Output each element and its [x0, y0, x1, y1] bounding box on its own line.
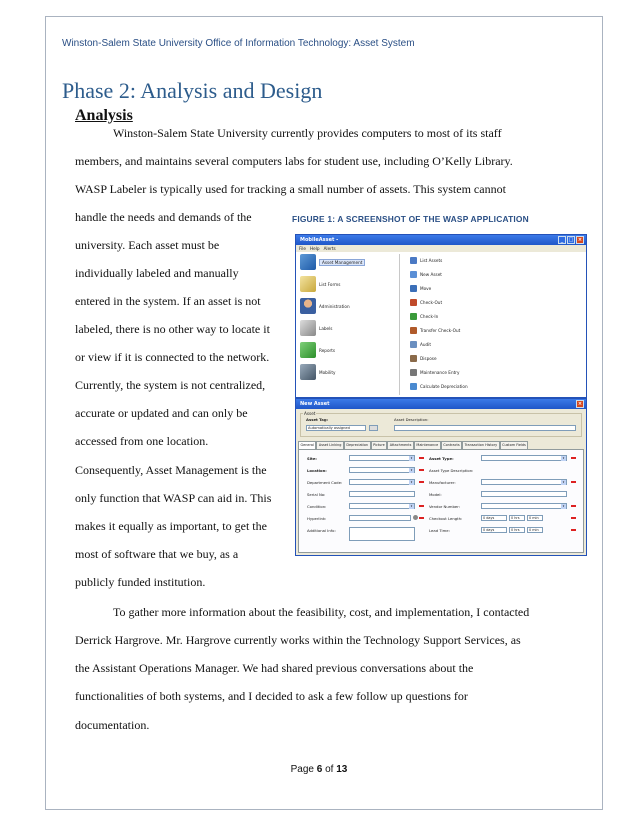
wrench-icon	[410, 369, 417, 376]
action-transfer-check-out[interactable]: Transfer Check-Out	[410, 327, 460, 334]
site-dropdown[interactable]	[349, 455, 415, 461]
nav-asset-management[interactable]: Asset Management	[300, 254, 365, 270]
checkout-length-label: Checkout Length:	[429, 516, 463, 521]
asset-description-field[interactable]	[394, 425, 576, 431]
dialog-title: New Asset	[300, 401, 330, 407]
department-code-dropdown[interactable]	[349, 479, 415, 485]
condition-label: Condition:	[307, 504, 327, 509]
nav-reports[interactable]: Reports	[300, 342, 335, 358]
site-label: Site:	[307, 456, 317, 461]
required-marker-icon	[571, 505, 576, 507]
body-line: publicly funded institution.	[75, 575, 206, 589]
menu-bar	[296, 245, 586, 252]
tab-general[interactable]: General	[298, 441, 316, 449]
asset-tag-button[interactable]	[369, 425, 378, 431]
dialog-titlebar	[296, 399, 586, 409]
close-icon[interactable]: ×	[577, 401, 583, 407]
body-line: accurate or updated and can only be	[75, 406, 248, 420]
action-move[interactable]: Move	[410, 285, 431, 292]
body-line: Consequently, Asset Management is the	[75, 463, 267, 477]
body-line: makes it equally as important, to get the	[75, 519, 267, 533]
mobileasset-window	[295, 234, 587, 398]
lead-min-field[interactable]: 0 min	[527, 527, 543, 533]
globe-icon[interactable]	[413, 515, 418, 520]
required-marker-icon	[419, 469, 424, 471]
chevron-down-icon: ▾	[410, 468, 413, 472]
tab-picture[interactable]: Picture	[371, 441, 388, 449]
action-check-out[interactable]: Check-Out	[410, 299, 442, 306]
action-check-in[interactable]: Check-In	[410, 313, 438, 320]
required-marker-icon	[571, 529, 576, 531]
action-maintenance-entry[interactable]: Maintenance Entry	[410, 369, 459, 376]
tab-maintenance[interactable]: Maintenance	[414, 441, 441, 449]
required-marker-icon	[571, 481, 576, 483]
nav-administration[interactable]: Administration	[300, 298, 350, 314]
serial-no-field[interactable]	[349, 491, 415, 497]
model-label: Model:	[429, 492, 442, 497]
model-field[interactable]	[481, 491, 567, 497]
lead-hrs-field[interactable]: 0 hrs	[509, 527, 525, 533]
lead-days-field[interactable]: 0 days	[481, 527, 507, 533]
tab-attachments[interactable]: Attachments	[387, 441, 414, 449]
asset-management-icon	[300, 254, 316, 270]
hyperlink-field[interactable]	[349, 515, 411, 521]
nav-labels[interactable]: Labels	[300, 320, 332, 336]
hyperlink-label: Hyperlink:	[307, 516, 327, 521]
nav-list-forms[interactable]: List Forms	[300, 276, 340, 292]
maximize-icon[interactable]: □	[568, 237, 574, 243]
serial-no-label: Serial No:	[307, 492, 326, 497]
body-line: functionalities of both systems, and I decided to ask a few follow up questions for	[75, 689, 468, 703]
page-footer: Page 6 of 13	[290, 764, 348, 775]
lead-time-label: Lead Time:	[429, 528, 450, 533]
body-line: or view if it is connected to the network.	[75, 350, 270, 364]
action-dispose[interactable]: Dispose	[410, 355, 437, 362]
body-line: entered in the system. If an asset is not	[75, 294, 261, 308]
close-icon[interactable]: ×	[577, 237, 583, 243]
action-list-assets[interactable]: List Assets	[410, 257, 442, 264]
required-marker-icon	[419, 481, 424, 483]
body-line: WASP Labeler is typically used for tracking a small number of assets. This system cannot	[75, 182, 506, 196]
list-icon	[410, 257, 417, 264]
check-out-icon	[410, 299, 417, 306]
required-marker-icon	[419, 457, 424, 459]
new-asset-icon	[410, 271, 417, 278]
menu-alerts[interactable]: Alerts	[323, 246, 336, 251]
new-asset-dialog	[295, 398, 587, 556]
move-icon	[410, 285, 417, 292]
wasp-screenshot	[295, 234, 587, 556]
body-line: members, and maintains several computers labs for student use, including O’Kelly Library.	[75, 154, 513, 168]
action-calc-depreciation[interactable]: Calculate Depreciation	[410, 383, 468, 390]
body-line: documentation.	[75, 718, 150, 732]
section-title: Phase 2: Analysis and Design	[62, 78, 323, 103]
body-line: labeled, there is no other way to locate it	[75, 322, 270, 336]
dispose-icon	[410, 355, 417, 362]
required-marker-icon	[419, 517, 424, 519]
total-pages: 13	[336, 764, 348, 775]
general-tab-pane	[298, 449, 584, 553]
chevron-down-icon: ▾	[562, 504, 565, 508]
reports-icon	[300, 342, 316, 358]
manufacturer-label: Manufacturer:	[429, 480, 456, 485]
required-marker-icon	[419, 505, 424, 507]
check-in-icon	[410, 313, 417, 320]
body-line: Currently, the system is not centralized,	[75, 378, 266, 392]
location-label: Location:	[307, 468, 327, 473]
department-code-label: Department Code:	[307, 480, 343, 485]
location-dropdown[interactable]	[349, 467, 415, 473]
window-titlebar	[296, 235, 586, 245]
page-header: Winston-Salem State University Office of Information Technology: Asset System	[62, 38, 415, 49]
forms-icon	[300, 276, 316, 292]
asset-tag-field[interactable]: Automatically assigned	[306, 425, 366, 431]
additional-info-label: Additional Info:	[307, 528, 336, 533]
group-label: Asset	[304, 411, 316, 416]
vendor-number-label: Vendor Number:	[429, 504, 461, 509]
body-line: Winston-Salem State University currently provides computers to most of its staff	[113, 126, 502, 140]
asset-type-dropdown[interactable]	[481, 455, 567, 461]
menu-help[interactable]: Help	[310, 246, 320, 251]
asset-type-description-label: Asset Type Description:	[429, 468, 474, 473]
figure-caption: FIGURE 1: A SCREENSHOT OF THE WASP APPLICATION	[292, 214, 529, 224]
minimize-icon[interactable]: _	[558, 236, 566, 244]
chevron-down-icon: ▾	[410, 504, 413, 508]
required-marker-icon	[571, 457, 576, 459]
vendor-number-dropdown[interactable]	[481, 503, 567, 509]
subsection-heading: Analysis	[75, 107, 133, 124]
body-line: Derrick Hargrove. Mr. Hargrove currently works within the Technology Support Services, as	[75, 633, 521, 647]
window-title: MobileAsset -	[300, 237, 339, 243]
labels-icon	[300, 320, 316, 336]
admin-user-icon	[300, 298, 316, 314]
column-divider	[399, 254, 400, 395]
tab-depreciation[interactable]: Depreciation	[344, 441, 371, 449]
current-page: 6	[316, 764, 323, 775]
manufacturer-dropdown[interactable]	[481, 479, 567, 485]
chevron-down-icon: ▾	[562, 456, 565, 460]
checkout-hrs-field[interactable]: 0 hrs	[509, 515, 525, 521]
calculator-icon	[410, 383, 417, 390]
required-marker-icon	[571, 517, 576, 519]
tab-transaction-history[interactable]: Transaction History	[462, 441, 500, 449]
body-line: individually labeled and manually	[75, 266, 239, 280]
checkout-min-field[interactable]: 0 min	[527, 515, 543, 521]
chevron-down-icon: ▾	[562, 480, 565, 484]
action-audit[interactable]: Audit	[410, 341, 431, 348]
nav-mobility[interactable]: Mobility	[300, 364, 335, 380]
chevron-down-icon: ▾	[410, 456, 413, 460]
asset-type-label: Asset Type:	[429, 456, 454, 461]
audit-icon	[410, 341, 417, 348]
transfer-icon	[410, 327, 417, 334]
body-line: accessed from one location.	[75, 434, 209, 448]
tab-custom-fields[interactable]: Custom Fields	[500, 441, 529, 449]
body-line: the Assistant Operations Manager. We had shared previous conversations about the	[75, 661, 474, 675]
additional-info-field[interactable]	[349, 527, 415, 541]
chevron-down-icon: ▾	[410, 480, 413, 484]
menu-file[interactable]: File	[299, 246, 307, 251]
condition-dropdown[interactable]	[349, 503, 415, 509]
body-line: To gather more information about the feasibility, cost, and implementation, I contacted	[113, 605, 530, 619]
body-line: only function that WASP can aid in. This	[75, 491, 272, 505]
asset-tag-label: Asset Tag:	[306, 417, 329, 422]
dialog-tabs	[298, 441, 584, 449]
action-new-asset[interactable]: New Asset	[410, 271, 442, 278]
body-line: most of software that we buy, as a	[75, 547, 239, 561]
body-line: university. Each asset must be	[75, 238, 220, 252]
checkout-days-field[interactable]: 0 days	[481, 515, 507, 521]
tab-asset-linking[interactable]: Asset Linking	[316, 441, 344, 449]
mobile-device-icon	[300, 364, 316, 380]
body-line: handle the needs and demands of the	[75, 210, 252, 224]
asset-description-label: Asset Description:	[394, 417, 429, 422]
tab-contracts[interactable]: Contracts	[441, 441, 462, 449]
